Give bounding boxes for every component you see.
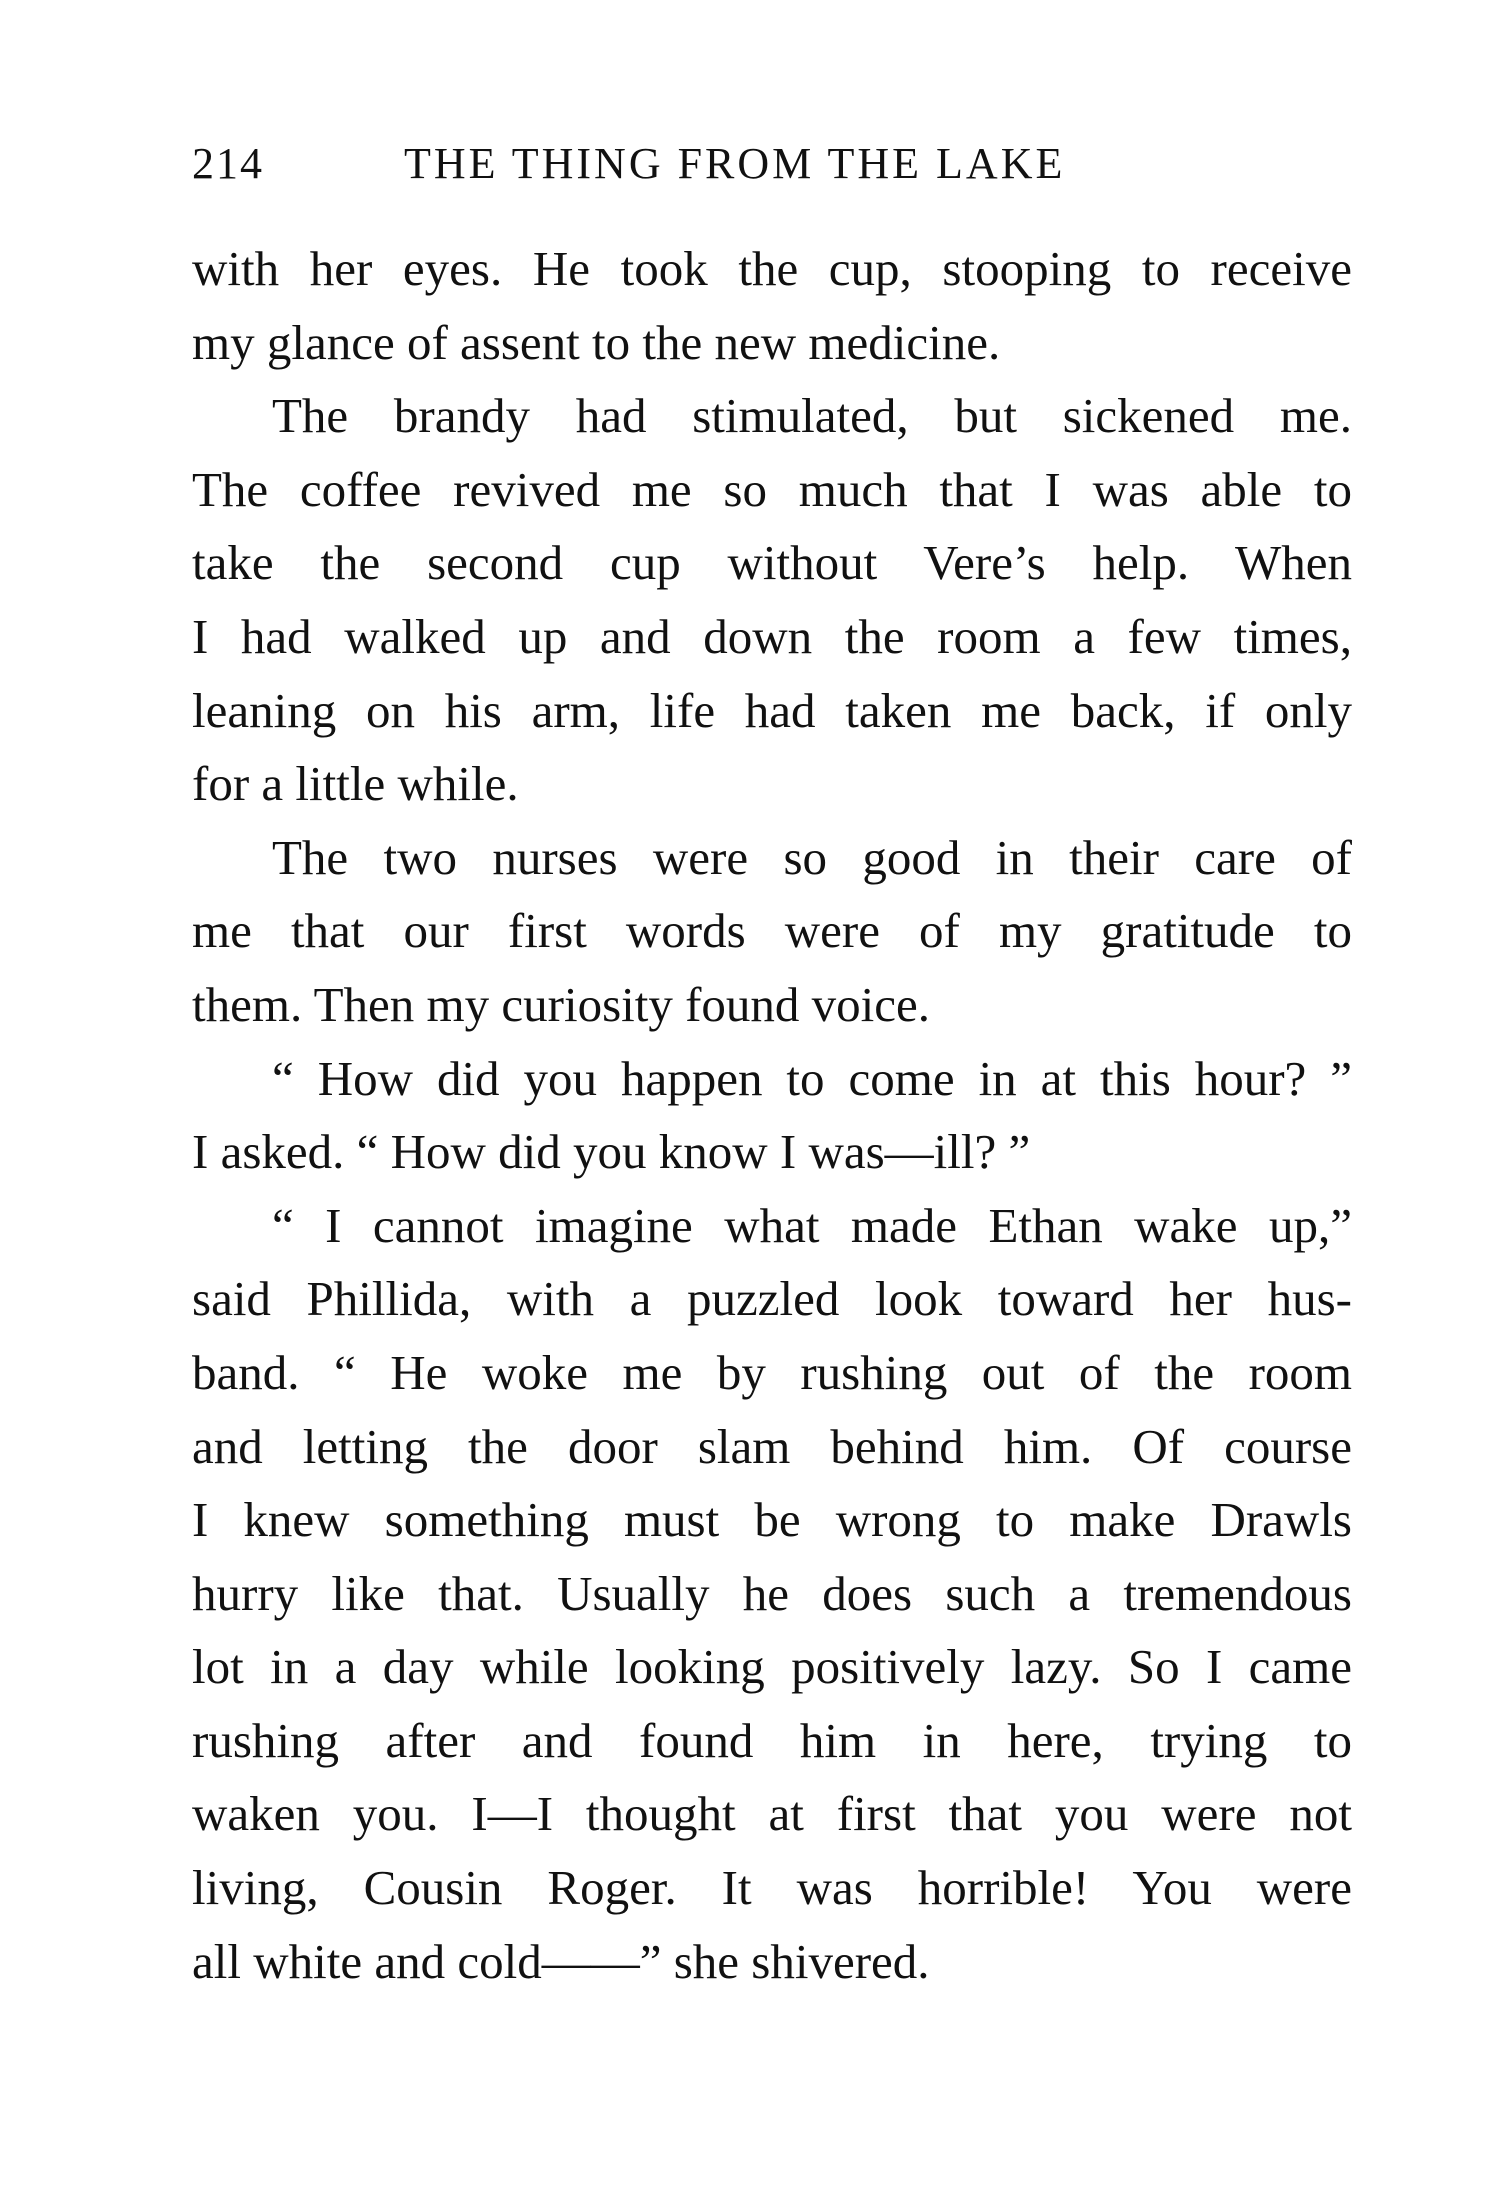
text-line: “ I cannot imagine what made Ethan wake up,”: [272, 1197, 1352, 1253]
text-line: “ How did you happen to come in at this hour? ”: [272, 1050, 1352, 1106]
text-line: leaning on his arm, life had taken me back, if only: [192, 682, 1352, 738]
body-text: [192, 232, 1352, 1998]
text-line: take the second cup without Vere’s help. When: [192, 535, 1352, 591]
text-line: band. “ He woke me by rushing out of the room: [192, 1344, 1352, 1400]
page-number: 214: [192, 139, 264, 188]
text-line: The brandy had stimulated, but sickened me.: [272, 388, 1352, 444]
text-line: with her eyes. He took the cup, stooping to receive: [192, 241, 1352, 296]
running-title: THE THING FROM THE LAKE: [404, 139, 1066, 188]
text-line: said Phillida, with a puzzled look toward her hus-: [192, 1271, 1352, 1327]
text-line: The two nurses were so good in their care of: [272, 829, 1352, 885]
text-line: them. Then my curiosity found voice.: [192, 976, 931, 1032]
text-line: and letting the door slam behind him. Of course: [192, 1418, 1352, 1474]
text-line: living, Cousin Roger. It was horrible! You were: [192, 1860, 1352, 1916]
text-line: lot in a day while looking positively lazy. So I came: [192, 1639, 1352, 1695]
text-line: hurry like that. Usually he does such a tremendous: [192, 1565, 1352, 1621]
text-line: waken you. I—I thought at first that you were not: [192, 1786, 1352, 1842]
text-line: for a little while.: [192, 756, 519, 812]
text-line: I knew something must be wrong to make Drawls: [192, 1492, 1352, 1548]
text-line: The coffee revived me so much that I was able to: [192, 461, 1352, 517]
text-line: I asked. “ How did you know I was—ill? ”: [192, 1124, 1031, 1180]
text-line: me that our first words were of my gratitude to: [192, 903, 1352, 959]
text-line: my glance of assent to the new medicine.: [192, 314, 1001, 370]
text-line: rushing after and found him in here, trying to: [192, 1712, 1352, 1768]
text-line: all white and cold——” she shivered.: [192, 1933, 930, 1989]
text-line: I had walked up and down the room a few times,: [192, 608, 1352, 664]
page-header: [192, 138, 1192, 198]
